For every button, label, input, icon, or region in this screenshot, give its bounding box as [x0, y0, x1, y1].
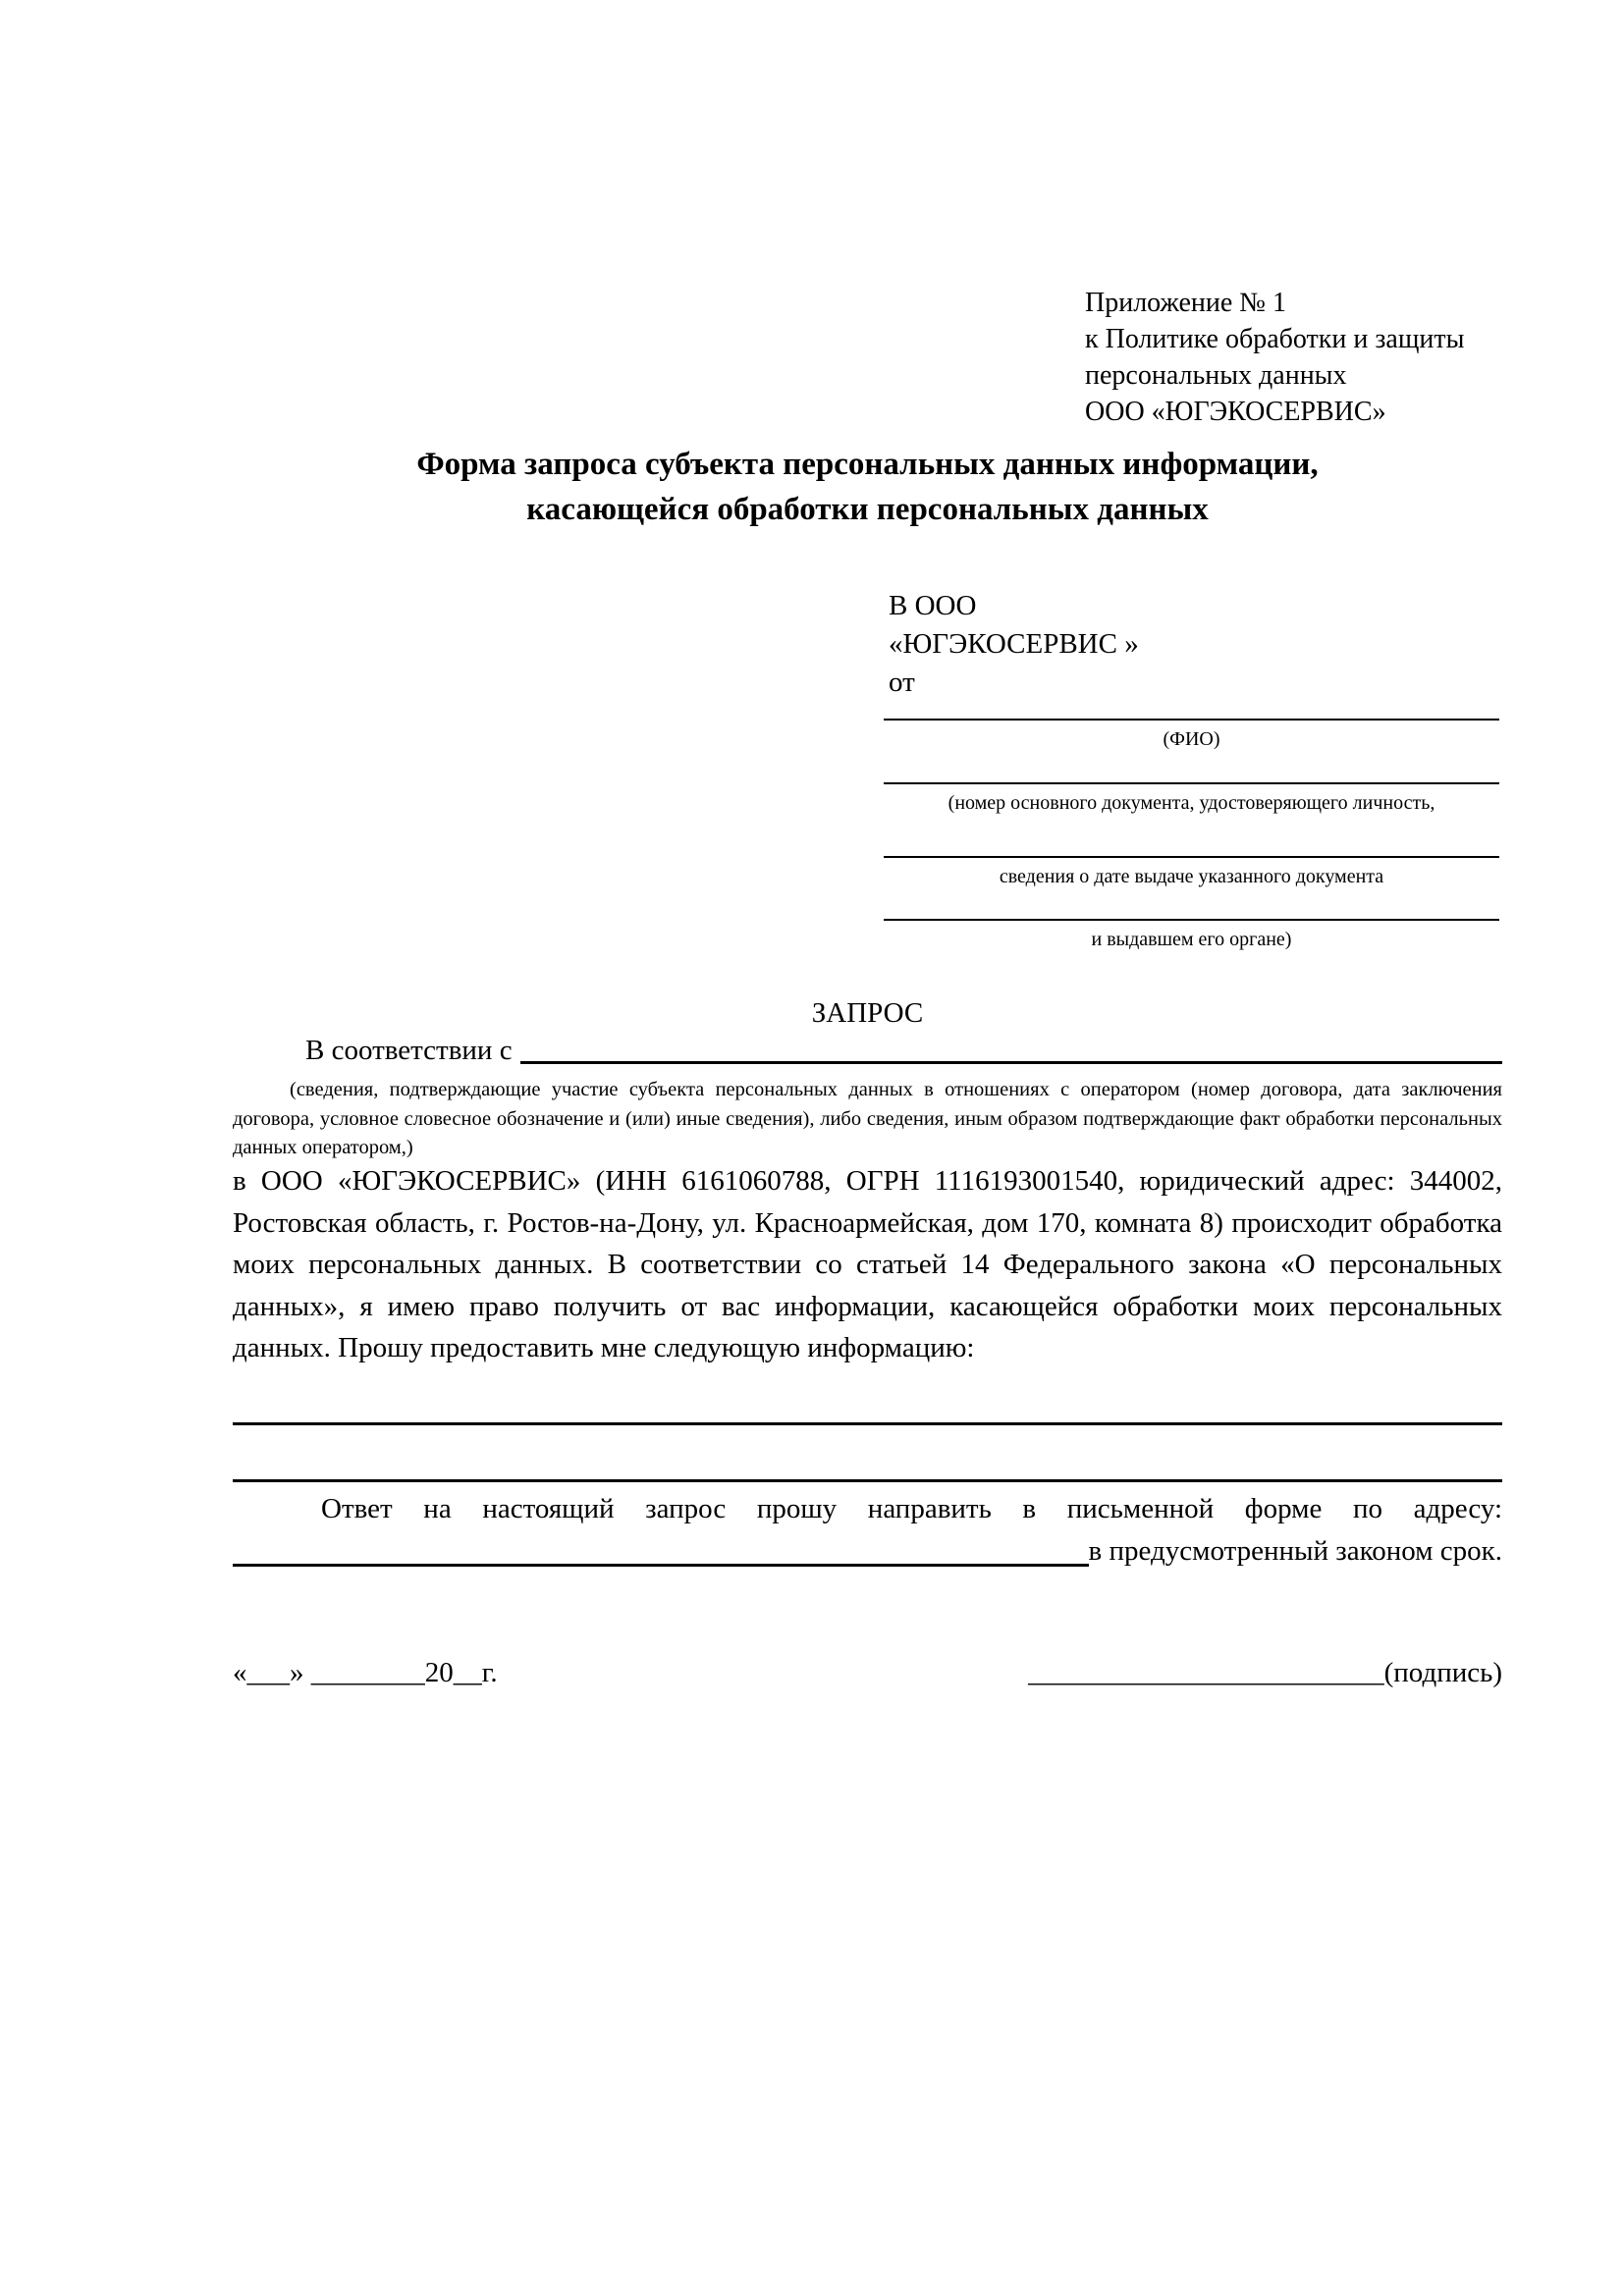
issuer-caption: и выдавшем его органе): [1091, 929, 1292, 950]
info-blank-line-2: [233, 1479, 1502, 1482]
recipient-line3: от: [889, 667, 915, 698]
reply-paragraph-suffix: в предусмотренный законом срок.: [1088, 1535, 1502, 1567]
intro-label: В соответствии с: [305, 1035, 513, 1066]
appendix-note-line: к Политике обработки и защиты: [1085, 324, 1465, 354]
reply-paragraph-line1: Ответ на настоящий запрос прошу направить в письменной форме по адресу:: [321, 1493, 1502, 1524]
document-title-line2: касающейся обработки персональных данных: [526, 492, 1209, 527]
reply-paragraph-line2: [233, 1531, 1502, 1571]
intro-line: [233, 1033, 1502, 1068]
signature-row: [233, 1653, 1502, 1692]
doc-number-caption: (номер основного документа, удостоверяющего личность,: [947, 792, 1435, 814]
appendix-note-line: персональных данных: [1085, 360, 1347, 391]
issue-date-caption: сведения о дате выдаче указанного документа: [999, 866, 1384, 887]
body-paragraph: в ООО «ЮГЭКОСЕРВИС» (ИНН 6161060788, ОГРН 1116193001540, юридический адрес: 344002, Ростовская область, г. Ростов-на-Дону, ул. Красноармейская, дом 170, комната 8) происходит обработка моих персональных данных. В соответствии со статьей 14 Федерального закона «О персональных данных», я имею право получить от вас информации, касающейся обработки моих персональных данных. Прошу предоставить мне следующую информацию:: [233, 1165, 1502, 1363]
intro-blank-line: [520, 1061, 1502, 1064]
doc-number-blank-line: [884, 782, 1499, 784]
recipient-line1: В ООО: [889, 590, 977, 621]
intro-note: (сведения, подтверждающие участие субъекта персональных данных в отношениях с оператором (номер договора, дата заключения договора, условное словесное обозначение и (или) иные сведения), либо сведения, иным образом подтверждающие факт обработки персональных данных оператором,): [233, 1079, 1502, 1158]
info-blank-line-1: [233, 1422, 1502, 1425]
signature-blank: _________________________(подпись): [1028, 1657, 1502, 1688]
appendix-note: [1085, 285, 1507, 430]
document-title-line1: Форма запроса субъекта персональных данных информации,: [416, 447, 1319, 482]
request-heading: ЗАПРОС: [811, 997, 924, 1029]
date-blank: «___» ________20__г.: [233, 1657, 498, 1688]
appendix-note-line: Приложение № 1: [1085, 288, 1286, 318]
fio-caption: (ФИО): [1163, 728, 1220, 750]
recipient-block: [889, 587, 1507, 702]
issue-date-blank-line: [884, 856, 1499, 858]
address-blank-line: [233, 1564, 1089, 1567]
appendix-note-line: ООО «ЮГЭКОСЕРВИС»: [1085, 397, 1386, 427]
recipient-line2: «ЮГЭКОСЕРВИС »: [889, 628, 1139, 660]
document-title: [233, 442, 1502, 532]
fio-blank-line: [884, 719, 1499, 721]
issuer-blank-line: [884, 919, 1499, 921]
